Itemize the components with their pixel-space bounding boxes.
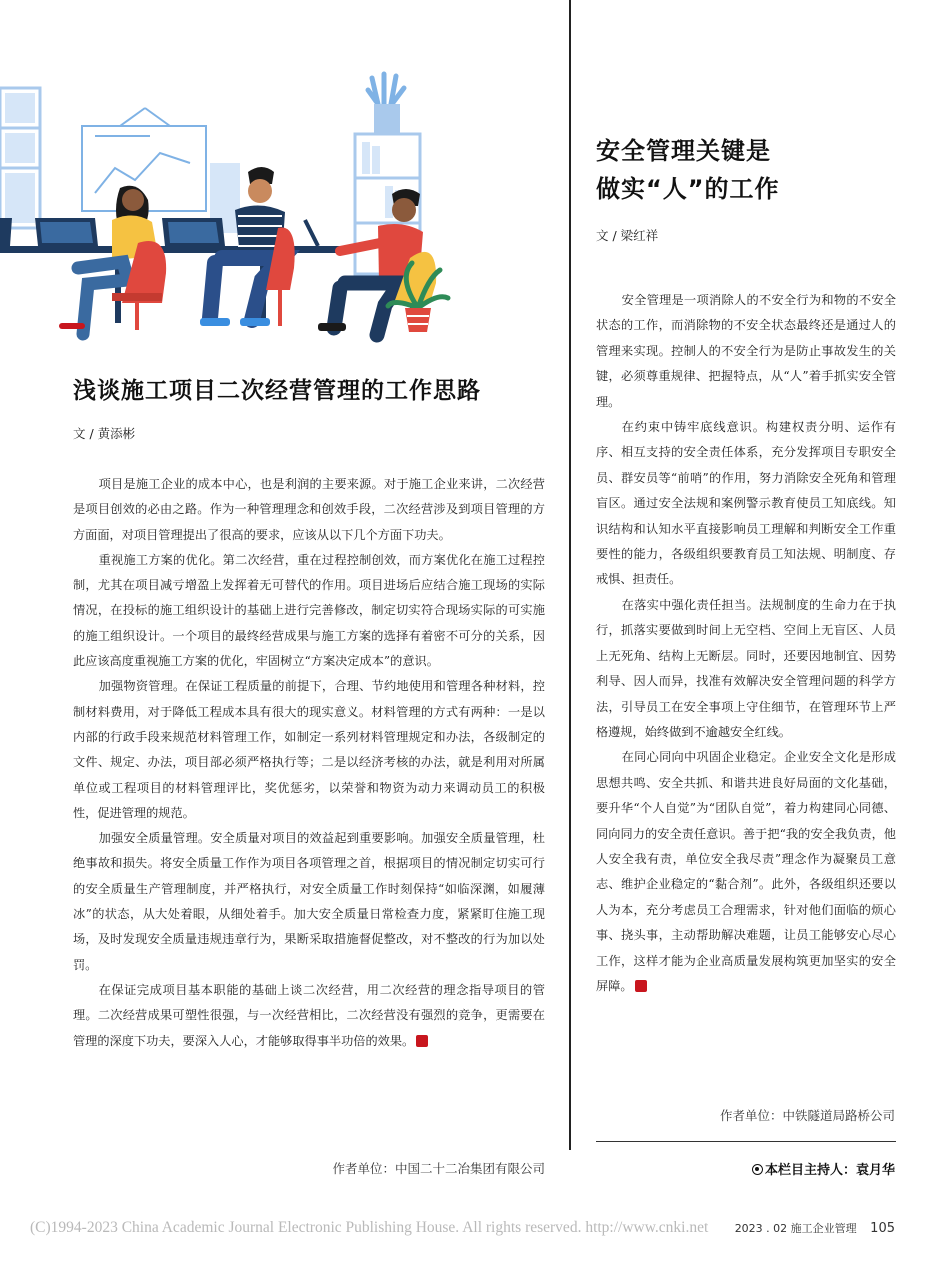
paragraph: 加强物资管理。在保证工程质量的前提下，合理、节约地使用和管理各种材料，控制材料费用，对于降低工程成本具有很大的现实意义。材料管理的方式有两种：一是以内部的行政手段来规范材料管理工作，如制定一系列材料管理规定和办法，各级制定的文件、规定、办法，项目部必须严格执行等；二是以经济考核的办法，就是利用对所属单位或工程项目的材料管理评比，奖优惩劣，以荣誉和物资为动力来调动员工的积极性，促进管理的规范。 bbox=[73, 679, 545, 820]
paragraph: 在落实中强化责任担当。法规制度的生命力在于执行，抓落实要做到时间上无空档、空间上无盲区、人员上无死角、结构上无断层。同时，还要因地制宜、因势利导、因人而异，找准有效解决安全管理问题的科学方法，引导员工在安全事项上守住细节，在管理环节上严格遵规，始终做到不逾越安全红线。 bbox=[596, 597, 896, 739]
issue-number: 2023 . 02 bbox=[734, 1222, 788, 1235]
end-mark-icon: c bbox=[635, 980, 647, 992]
paragraph: 重视施工方案的优化。第二次经营，重在过程控制创效，而方案优化在施工过程控制，尤其在项目减亏增盈上发挥着无可替代的作用。项目进场后应结合施工现场的实际情况，在投标的施工组织设计的基础上进行完善修改，制定切实符合现场实际的可实施的施工组织设计。一个项目的最终经营成果与施工方案的选择有着密不可分的关系，因此应该高度重视施工方案的优化，牢固树立“方案决定成本”的意识。 bbox=[73, 552, 545, 669]
page-number: 105 bbox=[870, 1221, 895, 1236]
right-article-body bbox=[596, 288, 896, 999]
paragraph: 在约束中铸牢底线意识。构建权责分明、运作有序、相互支持的安全责任体系，充分发挥项目专职安全员、群安员等“前哨”的作用，努力消除安全死角和管理盲区。通过安全法规和案例警示教育使员工知底线。知识结构和认知水平直接影响员工理解和判断安全工作重要性的能力，各级组织要教育员工知法规、明制度、存戒惧、担责任。 bbox=[596, 420, 896, 587]
office-workers-illustration bbox=[0, 68, 555, 343]
right-article-byline: 文 / 梁红祥 bbox=[596, 228, 659, 243]
column-host-text: 本栏目主持人：袁月华 bbox=[764, 1163, 895, 1178]
paragraph-text: 在保证完成项目基本职能的基础上谈二次经营，用二次经营的理念指导项目的管理。二次经营成果可塑性很强，与一次经营相比，二次经营没有强烈的竞争，更需要在管理的深度下功夫，要深入人心，才能够取得事半功倍的效果。 bbox=[73, 982, 545, 1048]
column-divider bbox=[569, 0, 571, 1150]
paragraph-text: 在同心同向中巩固企业稳定。企业安全文化是形成思想共鸣、安全共抓、和谐共进良好局面的文化基础，要升华“个人自觉”为“团队自觉”，着力构建同心同德、同向同力的安全责任意识。善于把“我的安全我负责，他人安全我有责，单位安全我尽责”理念作为凝聚员工意志、维护企业稳定的“黏合剂”。此外，各级组织还要以人为本，充分考虑员工合理需求，针对他们面临的烦心事、挠头事，主动帮助解决难题，让员工能够安心尽心工作，这样才能为企业高质量发展构筑更加坚实的安全屏障。 bbox=[596, 750, 896, 993]
column-host bbox=[752, 1159, 895, 1178]
left-article-affiliation: 作者单位：中国二十二冶集团有限公司 bbox=[332, 1161, 545, 1176]
paragraph: 加强安全质量管理。安全质量对项目的效益起到重要影响。加强安全质量管理，杜绝事故和损失。将安全质量工作作为项目各项管理之首，根据项目的情况制定切实可行的安全质量生产管理制度，并严格执行，对安全质量工作时刻保持“如临深渊，如履薄冰”的状态，从大处着眼，从细处着手。加大安全质量日常检查力度，紧紧盯住施工现场，及时发现安全质量违规违章行为，果断采取措施督促整改，对不整改的行为加以处罚。 bbox=[73, 831, 545, 972]
left-article-title: 浅谈施工项目二次经营管理的工作思路 bbox=[73, 378, 481, 404]
end-mark-icon: c bbox=[416, 1035, 428, 1047]
copyright-watermark: (C)1994-2023 China Academic Journal Electronic Publishing House. All rights reserved. http://www.cnki.net bbox=[30, 1219, 709, 1236]
paragraph: 项目是施工企业的成本中心，也是利润的主要来源。对于施工企业来讲，二次经营是项目创效的必由之路。作为一种管理理念和创效手段，二次经营涉及到项目管理的方方面面，对项目管理提出了很高的要求，应该从以下几个方面下功夫。 bbox=[73, 477, 545, 542]
right-article-title bbox=[596, 132, 780, 208]
page-footer bbox=[735, 1220, 895, 1236]
left-article-byline: 文 / 黄添彬 bbox=[73, 426, 136, 441]
paragraph: 安全管理是一项消除人的不安全行为和物的不安全状态的工作，而消除物的不安全状态最终还是通过人的管理来实现。控制人的不安全行为是防止事故发生的关键，必须尊重规律、把握特点，从“人”着手抓实安全管理。 bbox=[596, 293, 896, 409]
bullseye-icon bbox=[752, 1164, 763, 1175]
left-article-body bbox=[73, 472, 545, 1054]
title-line: 安全管理关键是 bbox=[596, 137, 771, 165]
title-line: 做实“人”的工作 bbox=[596, 175, 780, 203]
paragraph-last bbox=[596, 745, 896, 999]
magazine-name: 施工企业管理 bbox=[790, 1222, 857, 1235]
paragraph-last bbox=[73, 978, 545, 1054]
right-article-affiliation: 作者单位：中铁隧道局路桥公司 bbox=[719, 1108, 895, 1123]
horizontal-rule bbox=[596, 1141, 896, 1142]
